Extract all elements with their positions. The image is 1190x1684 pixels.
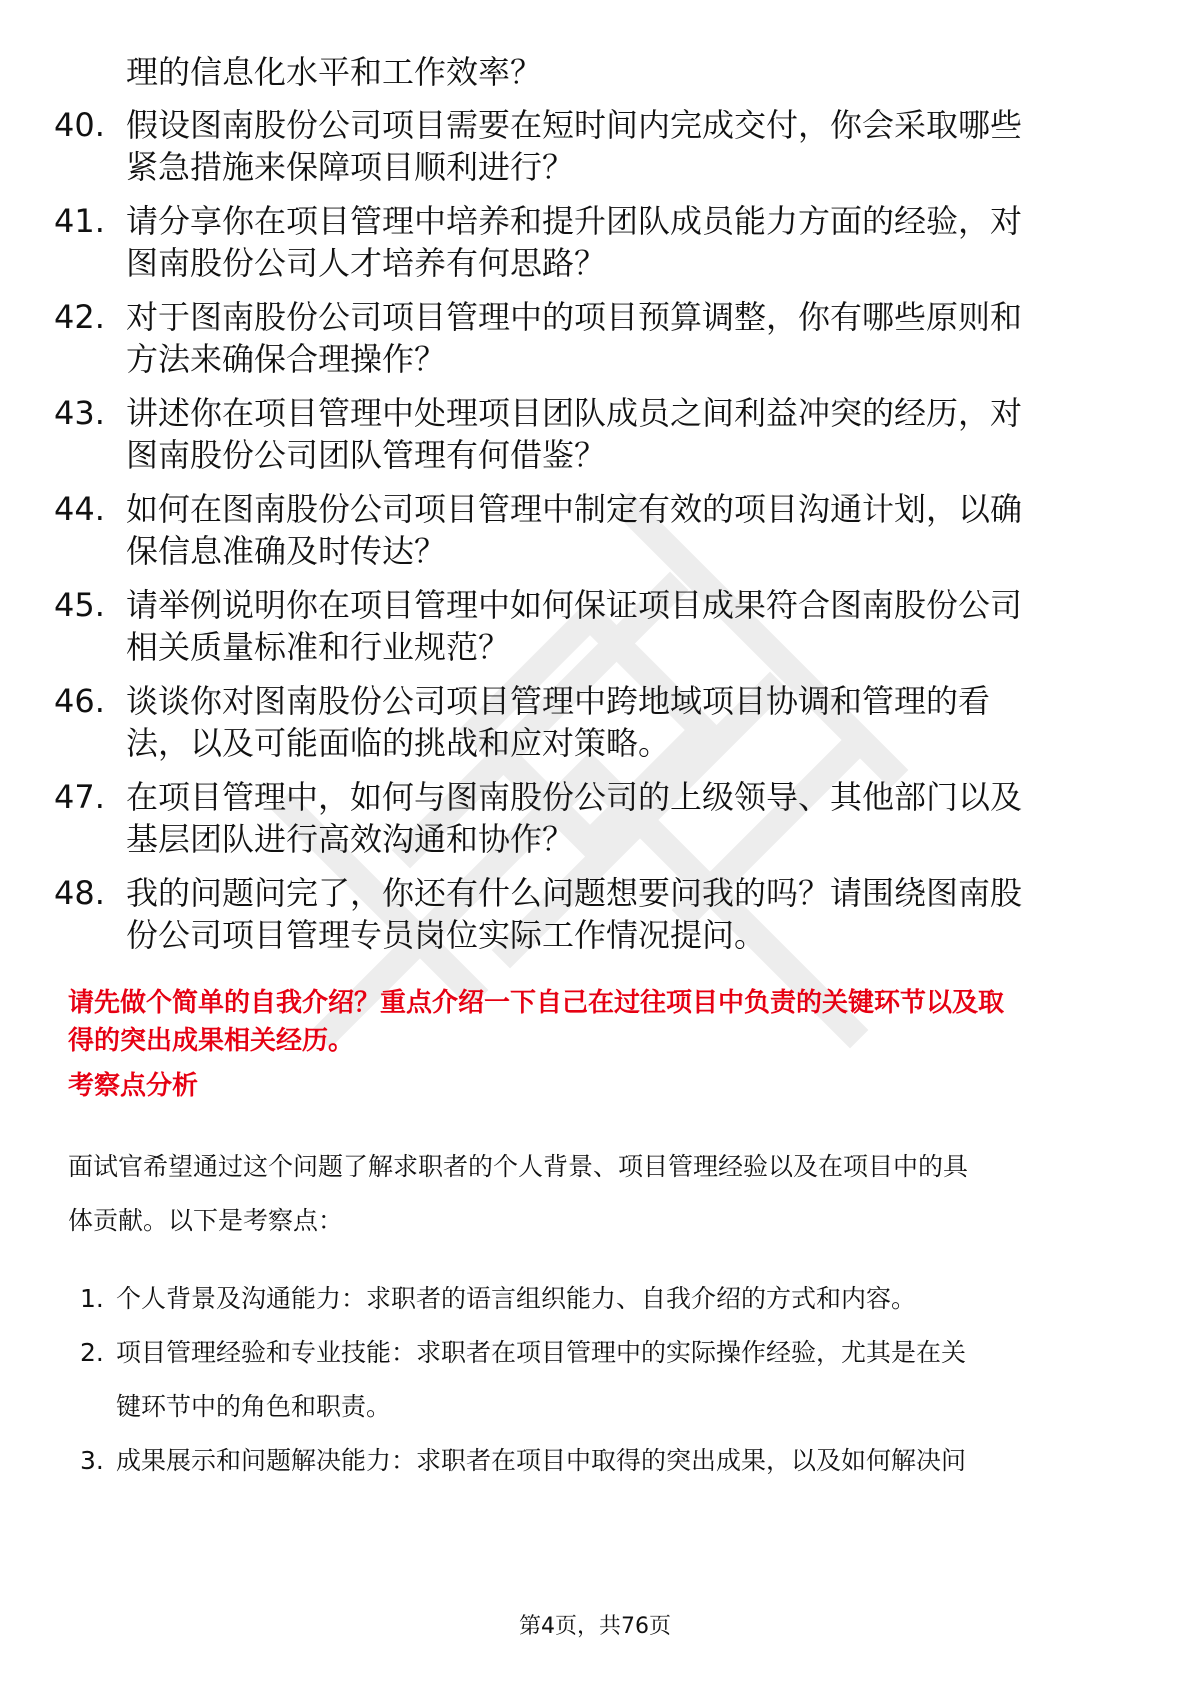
point-number: 3.	[80, 1446, 104, 1475]
point-text: 成果展示和问题解决能力：求职者在项目中取得的突出成果，以及如何解决问	[116, 1446, 967, 1475]
point-text: 个人背景及沟通能力：求职者的语言组织能力、自我介绍的方式和内容。	[116, 1284, 917, 1313]
question-text: 请举例说明你在项目管理中如何保证项目成果符合图南股份公司 相关质量标准和行业规范？	[126, 586, 1023, 666]
point-number: 1.	[80, 1284, 104, 1313]
question-number: 45.	[54, 586, 105, 624]
point-number: 2.	[80, 1338, 104, 1367]
question-text: 讲述你在项目管理中处理项目团队成员之间利益冲突的经历，对 图南股份公司团队管理有何借鉴？	[126, 394, 1023, 474]
question-number: 44.	[54, 490, 105, 528]
question-text: 如何在图南股份公司项目管理中制定有效的项目沟通计划，以确 保信息准确及时传达？	[126, 490, 1023, 570]
question-number: 43.	[54, 394, 105, 432]
question-number: 41.	[54, 202, 105, 240]
question-text: 假设图南股份公司项目需要在短时间内完成交付，你会采取哪些 紧急措施来保障项目顺利进行？	[126, 106, 1023, 186]
question-text: 谈谈你对图南股份公司项目管理中跨地域项目协调和管理的看 法，以及可能面临的挑战和应对策略。	[126, 682, 991, 762]
question-text: 请分享你在项目管理中培养和提升团队成员能力方面的经验，对 图南股份公司人才培养有何思路？	[126, 202, 1023, 282]
question-number: 42.	[54, 298, 105, 336]
question-number: 47.	[54, 778, 105, 816]
point-text: 项目管理经验和专业技能：求职者在项目管理中的实际操作经验，尤其是在关 键环节中的角色和职责。	[116, 1338, 967, 1421]
page-number: 第4页，共76页	[519, 1614, 671, 1639]
question-continuation: 理的信息化水平和工作效率？	[126, 53, 543, 91]
section-title: 考察点分析	[68, 1071, 199, 1101]
question-number: 46.	[54, 682, 105, 720]
question-text: 我的问题问完了，你还有什么问题想要问我的吗？请围绕图南股 份公司项目管理专员岗位实际工作情况提问。	[126, 874, 1023, 954]
question-text: 在项目管理中，如何与图南股份公司的上级领导、其他部门以及 基层团队进行高效沟通和协作？	[126, 778, 1023, 858]
question-number: 40.	[54, 106, 105, 144]
question-number: 48.	[54, 874, 105, 912]
analysis-intro: 面试官希望通过这个问题了解求职者的个人背景、项目管理经验以及在项目中的具 体贡献。以下是考察点：	[68, 1152, 969, 1235]
highlight-question: 请先做个简单的自我介绍？重点介绍一下自己在过往项目中负责的关键环节以及取 得的突出成果相关经历。	[68, 988, 1005, 1056]
question-text: 对于图南股份公司项目管理中的项目预算调整，你有哪些原则和 方法来确保合理操作？	[126, 298, 1023, 378]
